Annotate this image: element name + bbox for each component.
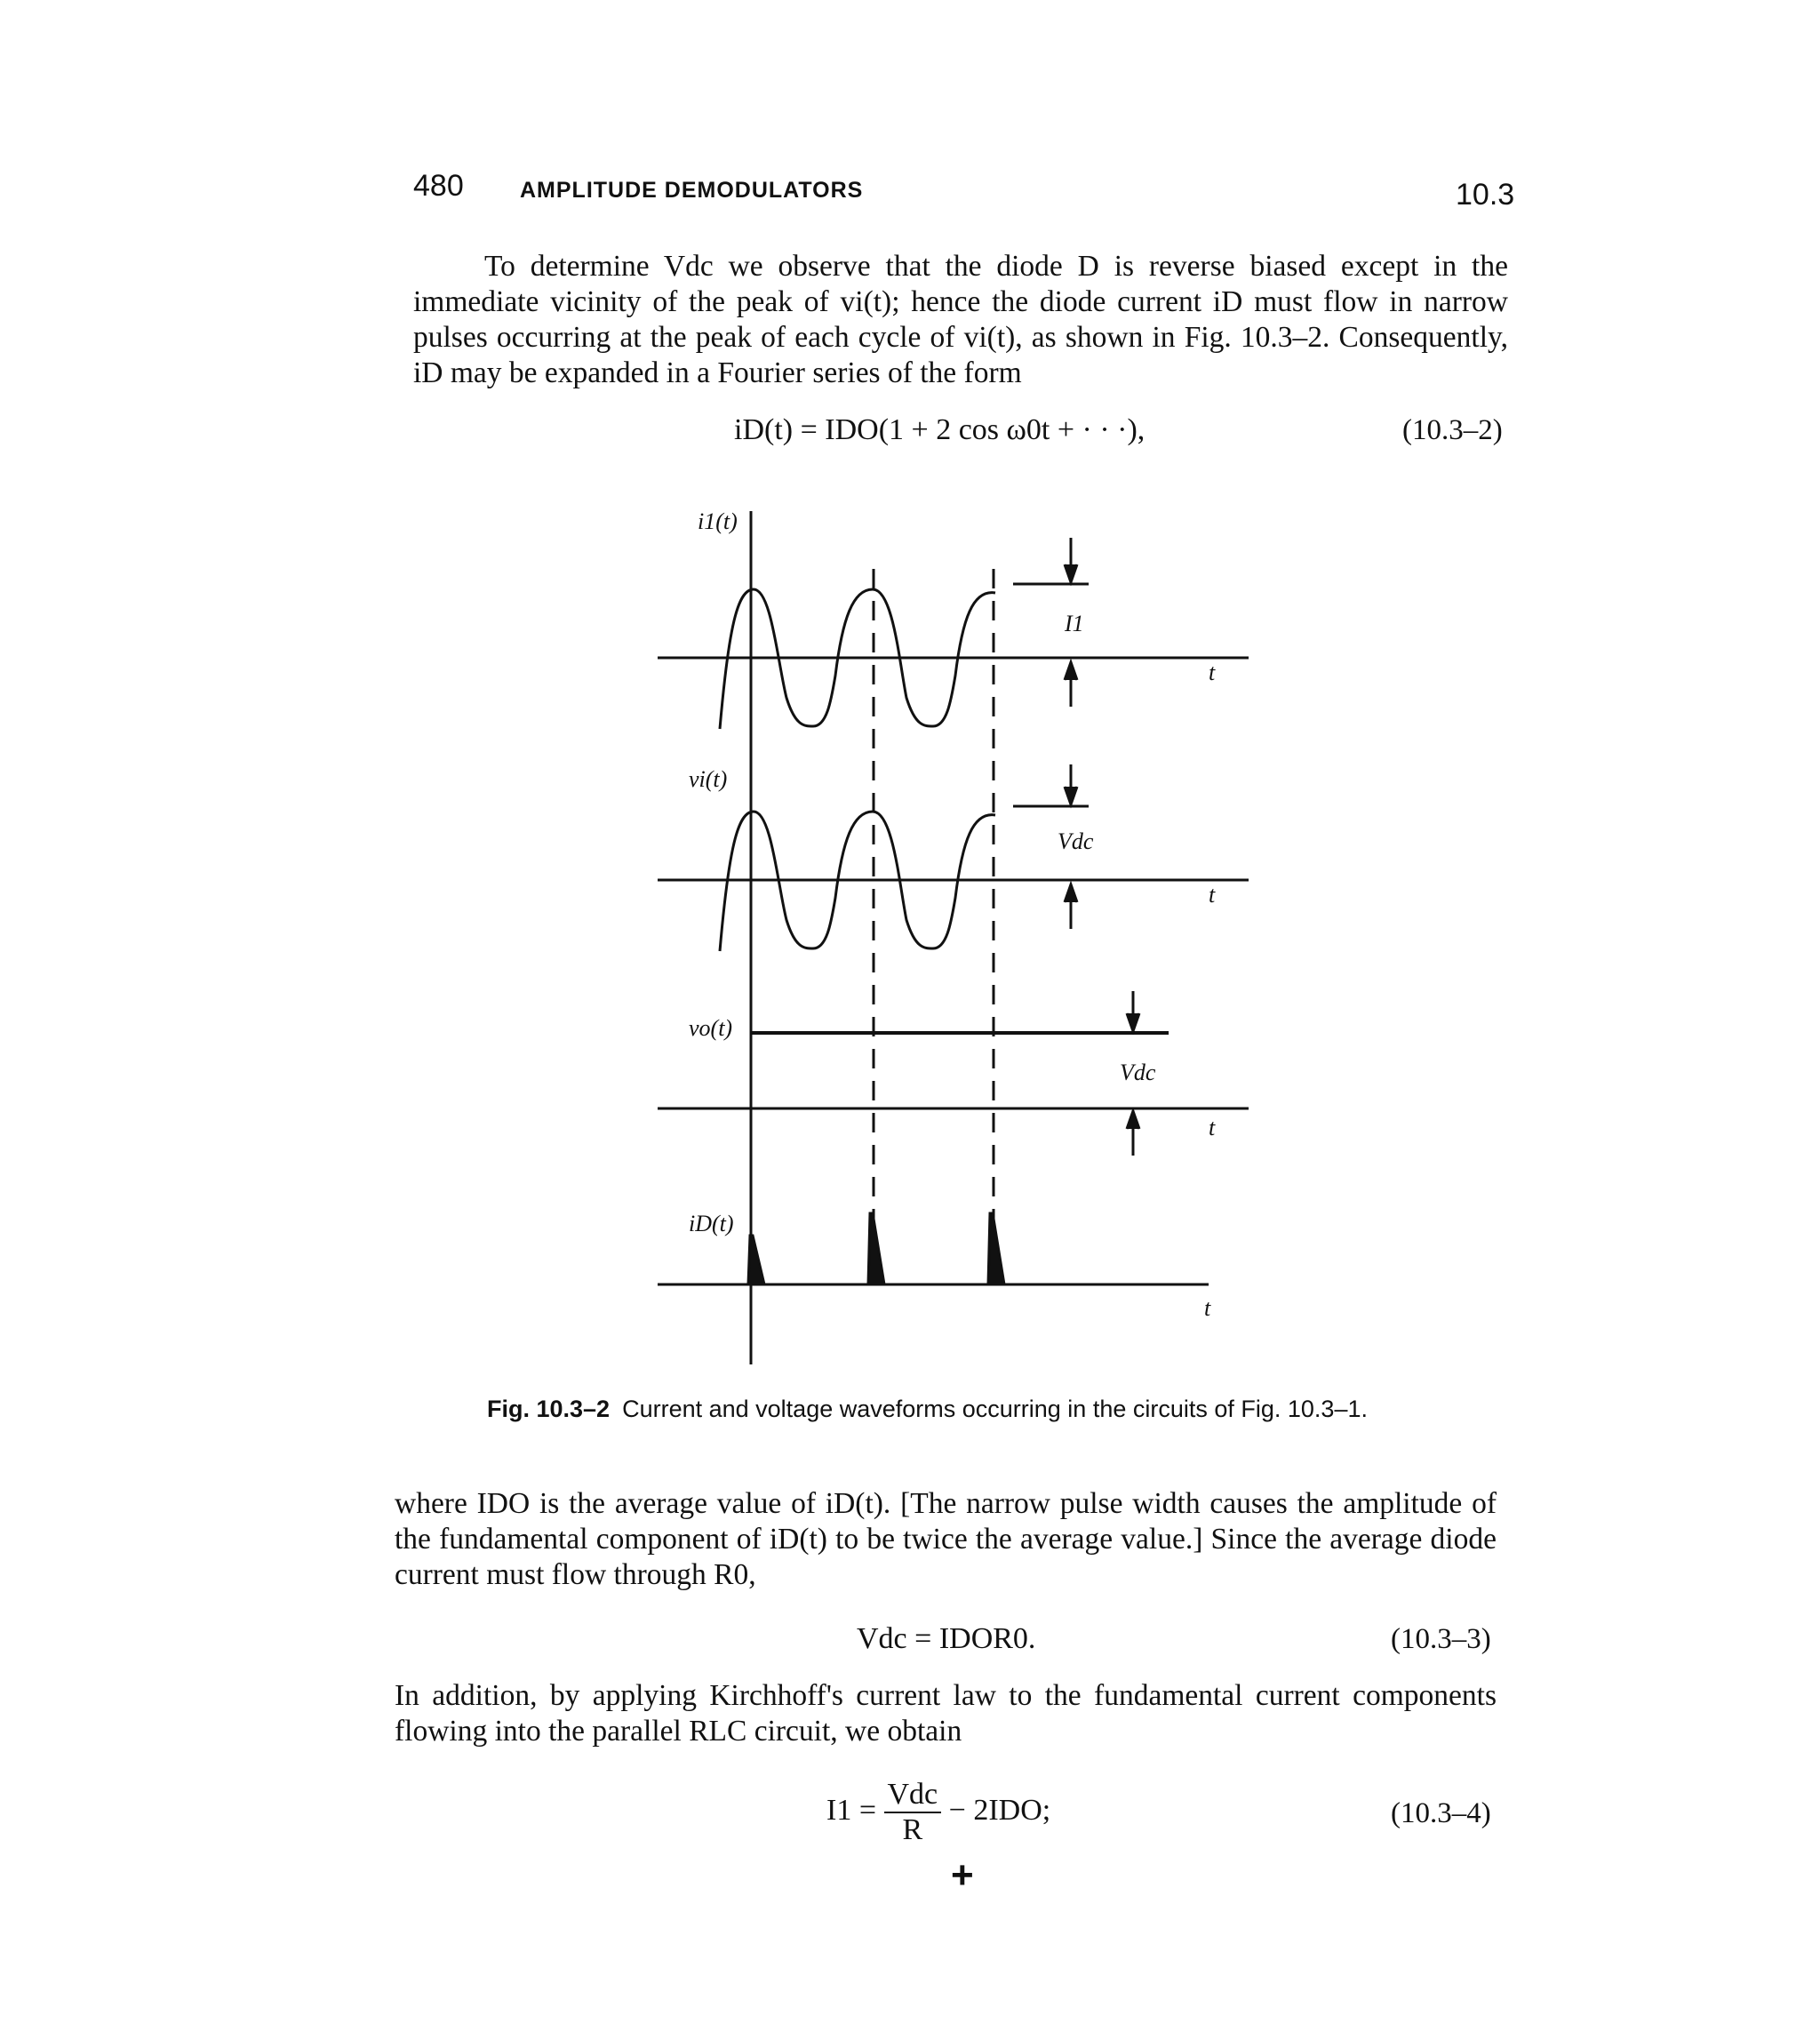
- eq3-fraction: [884, 1778, 942, 1847]
- section-number: 10.3: [1456, 178, 1515, 212]
- paragraph-kirchhoff: In addition, by applying Kirchhoff's current law to the fundamental current components flowing into the parallel RLC circuit, we obtain: [395, 1679, 1497, 1748]
- figure-caption: [487, 1396, 1368, 1423]
- label-i1: i1(t): [698, 508, 738, 534]
- figure-caption-text: Current and voltage waveforms occurring in the circuits of Fig. 10.3–1.: [622, 1396, 1368, 1422]
- vo-arrow-down-head: [1127, 1013, 1139, 1031]
- iD-pulse-3: [988, 1213, 1004, 1284]
- equation-number-10-3-2: (10.3–2): [1402, 414, 1503, 446]
- label-vi: vi(t): [689, 766, 728, 792]
- equation-10-3-2: iD(t) = IDO(1 + 2 cos ω0t + · · ·),: [734, 413, 1145, 446]
- label-t-3: t: [1209, 1115, 1216, 1140]
- chapter-title: AMPLITUDE DEMODULATORS: [520, 178, 864, 203]
- page-number: 480: [413, 169, 464, 203]
- label-iD: iD(t): [689, 1211, 734, 1236]
- figure-caption-label: Fig. 10.3–2: [487, 1396, 611, 1422]
- label-t-4: t: [1204, 1295, 1211, 1321]
- iD-pulse-1: [748, 1236, 764, 1284]
- iD-pulse-2: [868, 1213, 884, 1284]
- label-vdc-2: Vdc: [1120, 1060, 1156, 1085]
- label-t-2: t: [1209, 882, 1216, 908]
- label-vo: vo(t): [689, 1015, 733, 1041]
- label-vdc-1: Vdc: [1058, 828, 1094, 854]
- equation-10-3-4: [826, 1778, 1050, 1847]
- label-I1: I1: [1065, 611, 1084, 636]
- eq3-denominator: R: [902, 1813, 923, 1846]
- plus-mark: +: [951, 1853, 974, 1897]
- equation-10-3-3: Vdc = IDOR0.: [857, 1622, 1036, 1655]
- vi-arrow-up-head: [1065, 884, 1077, 902]
- equation-number-10-3-4: (10.3–4): [1391, 1797, 1491, 1829]
- eq3-numerator: Vdc: [884, 1778, 942, 1813]
- equation-number-10-3-3: (10.3–3): [1391, 1623, 1491, 1655]
- label-t-1: t: [1209, 660, 1216, 685]
- waveform-figure: [640, 493, 1262, 1382]
- vo-arrow-up-head: [1127, 1111, 1139, 1129]
- paragraph-average: where IDO is the average value of iD(t). [The narrow pulse width causes the amplitude of the fundamental component of iD(t) to be twice the average value.] Since the average diode current must flow through R0,: [395, 1487, 1497, 1591]
- i1-arrow-down-head: [1065, 564, 1077, 582]
- i1-arrow-up-head: [1065, 662, 1077, 680]
- eq3-lhs: I1 =: [826, 1793, 876, 1827]
- paragraph-intro: To determine Vdc we observe that the diode D is reverse biased except in the immediate vicinity of the peak of vi(t); hence the diode current iD must flow in narrow pulses occurring at the peak of each cycle of vi(t), as shown in Fig. 10.3–2. Consequently, iD may be expanded in a Fourier series of the form: [413, 250, 1508, 389]
- vi-arrow-down-head: [1065, 787, 1077, 804]
- eq3-rest: − 2IDO;: [948, 1793, 1051, 1827]
